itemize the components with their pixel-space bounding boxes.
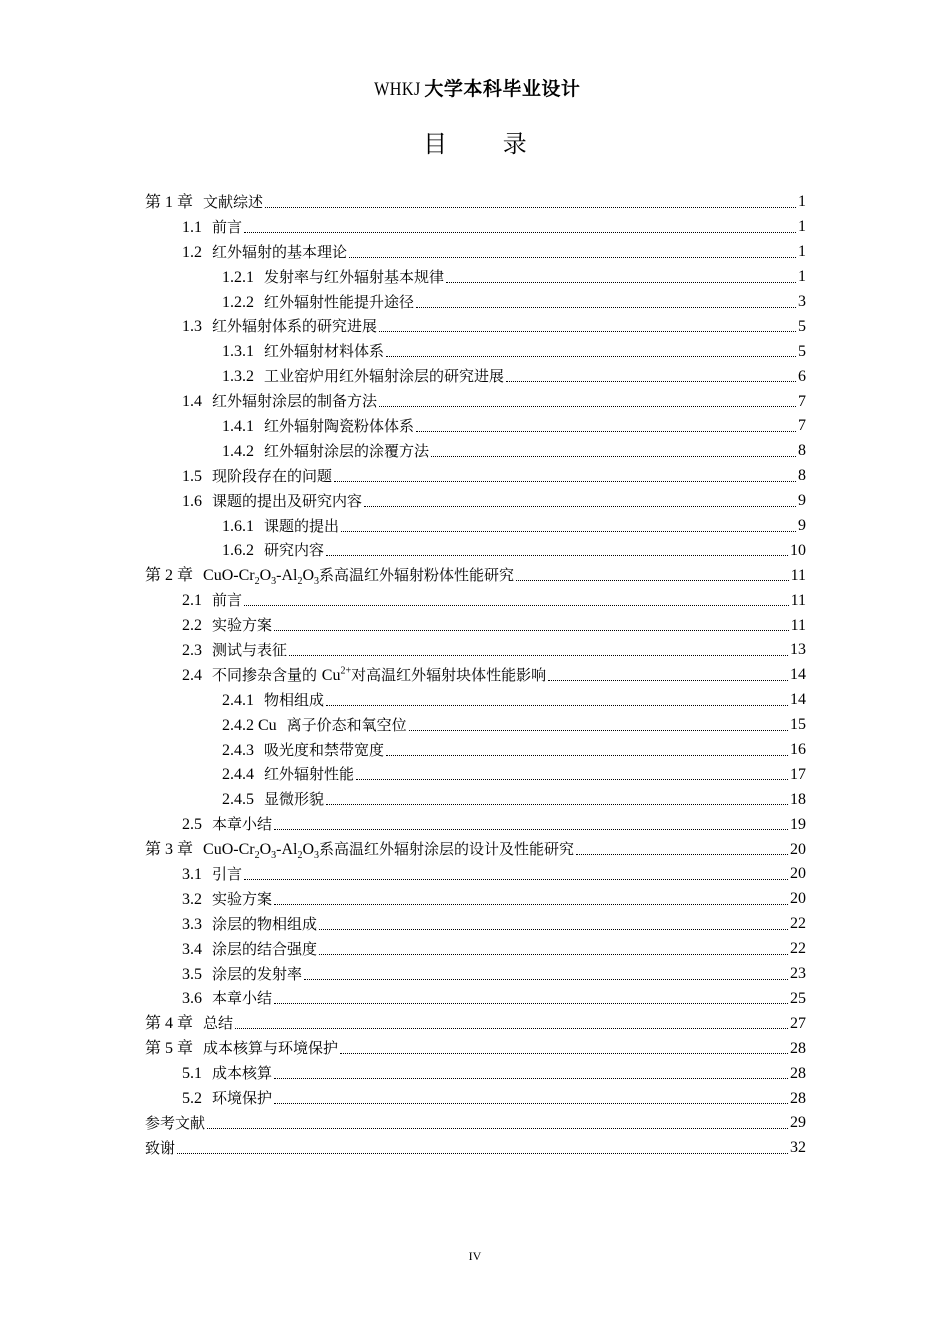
toc-entry-text: 红外辐射性能 [264,765,355,784]
toc-entry[interactable] [145,887,806,912]
toc-entry[interactable] [145,1111,806,1136]
dot-leader [386,356,796,357]
dot-leader [340,1053,788,1054]
formula-part: -Al [276,567,298,585]
toc-entry-text: 环境保护 [212,1089,273,1107]
dot-leader [349,257,796,258]
formula-part: O [302,567,315,585]
toc-entry-text: 涂层的结合强度 [212,939,318,958]
toc-entry-page: 11 [790,591,806,609]
toc-entry[interactable] [145,314,806,339]
toc-entry[interactable] [145,339,806,364]
formula-part: 3 [314,576,320,588]
toc-entry-text: 物相组成 [264,690,325,709]
dot-leader [177,1153,788,1154]
dot-leader [274,829,788,830]
toc-entry-page: 11 [790,566,806,584]
dot-leader [326,705,788,706]
dot-leader [356,779,788,780]
toc-entry-text-suffix: 对高温红外辐射块体性能影响 [351,665,547,684]
toc-entry[interactable] [145,638,806,663]
toc-entry-text-suffix: 系高温红外辐射粉体性能研究 [319,566,515,585]
toc-entry-label [182,964,302,985]
toc-entry-text: 实验方案 [212,616,273,635]
toc-entry-text: 本章小结 [212,815,273,834]
toc-entry-label [182,665,546,686]
toc-entry[interactable] [145,240,806,265]
formula-part: 2 [297,850,303,862]
toc-entry-label [182,939,317,960]
formula-part: -Al [276,841,298,859]
toc-entry-text: 吸光度和禁带宽度 [264,740,385,759]
dot-leader [274,1103,788,1104]
toc-entry-page: 1 [798,243,806,261]
dot-leader [244,232,796,233]
toc-entry-text: 涂层的发射率 [212,964,303,983]
toc-entry-page: 1 [798,218,806,236]
toc-entry-number: 1.3.1 [222,343,254,361]
toc-entry[interactable] [145,987,806,1012]
toc-entry[interactable] [145,663,806,688]
toc-entry-text: 现阶段存在的问题 [212,466,333,485]
toc-entry[interactable] [145,190,806,215]
toc-entry-label [222,540,324,561]
toc-entry[interactable] [145,937,806,962]
toc-entry-label [222,740,384,761]
toc-entry-number: 第 1 章 [145,193,194,211]
toc-entry-page: 20 [790,840,806,858]
dot-leader [364,506,796,507]
formula-part: 2 [254,850,260,862]
toc-entry[interactable] [145,787,806,812]
dot-leader [274,904,788,905]
toc-entry-text: 显微形貌 [264,790,325,809]
dot-leader [379,406,796,407]
toc-entry-page: 8 [798,467,806,485]
toc-entry-text: 红外辐射陶瓷粉体体系 [264,416,415,435]
dot-leader [576,854,788,855]
header-title: 大学本科毕业设计 [424,78,581,100]
toc-entry-label [182,864,242,885]
dot-leader [431,456,796,457]
toc-entry-page: 8 [798,442,806,460]
toc-entry-label [222,789,324,810]
dot-leader [326,804,788,805]
toc-entry-number: 2.3 [182,641,202,659]
formula-part: 3 [314,850,320,862]
toc-entry-number: 3.2 [182,890,202,908]
toc-entry-number: 1.5 [182,467,202,485]
toc-entry-number: 5.2 [182,1090,202,1107]
toc-entry-page: 5 [798,317,806,335]
toc-entry-text: 红外辐射材料体系 [264,342,385,361]
toc-entry-text: 成本核算 [212,1064,273,1083]
toc-entry-page: 7 [798,392,806,410]
toc-entry-label [222,516,339,537]
toc-entry-text: 红外辐射的基本理论 [212,242,348,261]
toc-entry-number: 1.4 [182,393,202,411]
toc-entry[interactable] [145,563,806,588]
toc-entry-number: 第 3 章 [145,841,194,859]
toc-entry-text: 不同掺杂含量的 [212,665,322,684]
toc-entry[interactable] [145,389,806,414]
chemical-formula [203,567,320,588]
toc-entry[interactable] [145,215,806,240]
toc-entry-label [182,814,272,835]
dot-leader [274,630,789,631]
toc-entry-text: 红外辐射性能提升途径 [264,292,415,311]
dot-leader [548,680,788,681]
toc-entry-text: 本章小结 [212,989,273,1008]
toc-entry[interactable] [145,713,806,738]
toc-entry-text: 工业窑炉用红外辐射涂层的研究进展 [264,367,505,386]
toc-entry-number: 1.3 [182,318,202,336]
toc-entry[interactable] [145,762,806,787]
toc-entry-text: 发射率与红外辐射基本规律 [264,267,445,286]
dot-leader [244,605,789,606]
toc-entry-number: 3.6 [182,990,202,1008]
dot-leader [244,879,788,880]
toc-entry-page: 14 [790,666,806,684]
toc-entry-number: 1.2 [182,243,202,261]
toc-entry[interactable] [145,812,806,837]
toc-entry-label [182,889,272,910]
dot-leader [341,531,796,532]
table-of-contents [145,190,806,1161]
toc-entry-page: 5 [798,342,806,360]
toc-entry-number: 3.1 [182,865,202,883]
toc-entry[interactable] [145,364,806,389]
toc-entry-label [182,316,377,337]
toc-entry-text: 红外辐射涂层的涂覆方法 [264,441,430,460]
toc-entry[interactable] [145,514,806,539]
toc-entry-label [222,292,414,313]
toc-entry[interactable] [145,962,806,987]
toc-entry-label [222,366,504,387]
toc-entry-label [182,1088,272,1109]
toc-entry-number: 1.4.2 [222,442,254,460]
toc-entry-text: 红外辐射体系的研究进展 [212,317,378,336]
toc-entry-number: 2.4.1 [222,691,254,709]
toc-entry-number: 1.1 [182,218,202,236]
toc-entry-number: 1.2.1 [222,268,254,286]
dot-leader [289,655,788,656]
toc-entry[interactable] [145,1061,806,1086]
toc-entry-label [222,416,414,437]
dot-leader [265,207,796,208]
toc-entry-label [145,1113,205,1134]
toc-entry-text: 成本核算与环境保护 [203,1039,339,1058]
toc-entry-number: 1.3.2 [222,368,254,386]
toc-entry-page: 15 [790,716,806,734]
toc-entry[interactable] [145,489,806,514]
toc-entry-number: 1.6 [182,492,202,510]
toc-entry-page: 25 [790,989,806,1007]
toc-entry[interactable] [145,290,806,315]
toc-entry-text: 涂层的物相组成 [212,914,318,933]
formula-part: CuO-Cr [203,841,255,859]
dot-leader [326,555,788,556]
toc-entry-label [145,1138,175,1159]
toc-entry-page: 27 [790,1014,806,1032]
toc-entry[interactable] [145,1011,806,1036]
dot-leader [379,331,796,332]
toc-entry-page: 6 [798,367,806,385]
toc-entry[interactable] [145,862,806,887]
toc-entry-label [145,565,514,586]
toc-entry-page: 22 [790,940,806,958]
toc-entry[interactable] [145,738,806,763]
formula-part: 2 [254,576,260,588]
toc-entry-number: 3.3 [182,915,202,933]
toc-entry-number: 2.5 [182,816,202,834]
toc-entry-number: 3.4 [182,940,202,958]
toc-entry-number: 第 4 章 [145,1015,194,1033]
toc-entry-label [182,640,287,661]
toc-entry-label [182,590,242,611]
document-header [0,74,950,101]
toc-entry-label [222,764,354,785]
toc-entry[interactable] [145,439,806,464]
dot-leader [235,1028,788,1029]
toc-entry-label [222,715,407,736]
dot-leader [319,954,788,955]
header-brand: WHKJ [373,79,421,100]
toc-entry-page: 1 [798,193,806,211]
toc-entry[interactable] [145,1086,806,1111]
toc-entry-label [145,839,574,860]
toc-entry-label [222,441,429,462]
toc-entry-label [182,391,377,412]
toc-entry-label [145,1013,233,1034]
formula-part: O [259,841,272,859]
toc-entry[interactable] [145,1036,806,1061]
toc-entry-page: 7 [798,417,806,435]
toc-entry-text: 致谢 [145,1138,176,1157]
toc-entry-page: 1 [798,268,806,286]
toc-entry-number: 1.6.1 [222,517,254,535]
toc-entry[interactable] [145,414,806,439]
toc-entry-page: 9 [798,517,806,535]
toc-entry-page: 29 [790,1114,806,1132]
toc-entry-number: 2.2 [182,617,202,635]
toc-entry-page: 28 [790,1064,806,1082]
cu-ion-base: Cu [321,666,341,684]
toc-entry-page: 19 [790,815,806,833]
toc-entry-number: 第 5 章 [145,1040,194,1058]
toc-entry-text: 前言 [212,591,243,610]
dot-leader [416,307,796,308]
toc-entry[interactable] [145,588,806,613]
page-number: IV [468,1249,482,1263]
toc-entry-label [182,1063,272,1084]
dot-leader [274,1078,788,1079]
toc-entry-label [222,267,444,288]
toc-entry-number: 5.1 [182,1065,202,1083]
dot-leader [416,431,796,432]
toc-entry-text: 离子价态和氧空位 [286,715,407,734]
toc-entry-label [145,192,263,213]
cu-ion [322,667,351,684]
toc-entry-page: 17 [790,765,806,783]
toc-entry-text: 实验方案 [212,889,273,908]
dot-leader [319,929,788,930]
dot-leader [446,282,796,283]
toc-entry-label [182,988,272,1009]
dot-leader [207,1128,788,1129]
cu-ion-charge: 2+ [340,665,352,677]
toc-entry-page: 13 [790,641,806,659]
toc-entry-text-suffix: 系高温红外辐射涂层的设计及性能研究 [319,840,575,859]
toc-entry-label [182,466,332,487]
toc-entry[interactable] [145,265,806,290]
toc-entry-page: 20 [790,890,806,908]
toc-entry-page: 22 [790,915,806,933]
dot-leader [386,755,788,756]
toc-entry-page: 14 [790,691,806,709]
toc-entry-text: 前言 [212,217,243,236]
dot-leader [274,1003,788,1004]
toc-entry-text: 测试与表征 [212,640,288,659]
toc-entry-text: 研究内容 [264,541,325,560]
dot-leader [409,730,788,731]
toc-entry[interactable] [145,464,806,489]
formula-part: O [302,841,315,859]
formula-part: O [259,567,272,585]
toc-entry-page: 23 [790,965,806,983]
toc-entry-text: 课题的提出 [264,516,340,535]
chemical-formula [203,841,320,862]
formula-part: CuO-Cr [203,567,255,585]
toc-entry-number: 1.4.1 [222,417,254,435]
toc-entry-number: 2.4 [182,666,202,684]
toc-entry-label [222,690,324,711]
dot-leader [516,580,789,581]
toc-entry[interactable] [145,613,806,638]
toc-entry-page: 28 [790,1089,806,1107]
formula-part: 3 [271,576,277,588]
dot-leader [334,481,796,482]
toc-entry-text: 文献综述 [203,192,264,211]
toc-entry-number: 2.4.2 Cu [222,716,277,734]
toc-entry-text: 引言 [212,864,243,883]
toc-entry-page: 11 [790,616,806,634]
toc-entry-number: 2.4.3 [222,741,254,759]
toc-entry-number: 1.2.2 [222,293,254,311]
toc-entry[interactable] [145,912,806,937]
toc-entry-text: 课题的提出及研究内容 [212,491,363,510]
toc-entry-label [182,242,347,263]
toc-entry-page: 16 [790,741,806,759]
dot-leader [506,381,796,382]
toc-entry[interactable] [145,1136,806,1161]
toc-entry-text: 总结 [203,1014,234,1033]
toc-entry[interactable] [145,688,806,713]
toc-entry-page: 32 [790,1139,806,1157]
toc-entry-number: 2.4.4 [222,766,254,784]
page-title: 目 录 [423,130,551,158]
toc-entry-number: 3.5 [182,965,202,983]
toc-entry-text: 参考文献 [145,1113,206,1132]
toc-entry-page: 20 [790,865,806,883]
formula-part: 3 [271,850,277,862]
toc-entry-label [182,914,317,935]
toc-entry-label [182,491,362,512]
toc-entry-text: 红外辐射涂层的制备方法 [212,392,378,411]
toc-entry-number: 2.4.5 [222,791,254,809]
toc-entry-page: 9 [798,492,806,510]
dot-leader [304,979,788,980]
toc-entry-number: 第 2 章 [145,567,194,585]
toc-entry-number: 2.1 [182,592,202,610]
toc-entry-page: 28 [790,1039,806,1057]
toc-entry-number: 1.6.2 [222,542,254,560]
formula-part: 2 [297,576,303,588]
toc-entry-page: 18 [790,790,806,808]
toc-entry-label [145,1038,338,1059]
toc-entry-label [182,217,242,238]
toc-entry[interactable] [145,837,806,862]
toc-entry-label [182,615,272,636]
toc-entry[interactable] [145,538,806,563]
toc-entry-page: 3 [798,293,806,310]
toc-entry-page: 10 [790,541,806,559]
toc-entry-label [222,341,384,362]
